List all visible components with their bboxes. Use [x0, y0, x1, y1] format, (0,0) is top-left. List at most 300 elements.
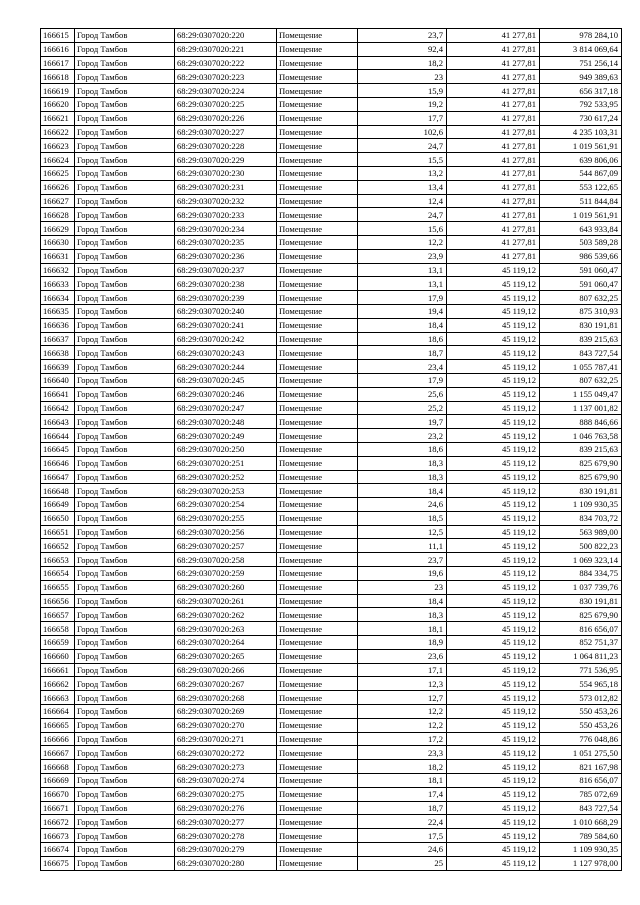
cadastral-number-cell: 68:29:0307020:245: [175, 373, 277, 387]
table-row: [41, 360, 622, 374]
row-number-cell: 166674: [41, 843, 75, 857]
table-row: [41, 401, 622, 415]
municipality-cell: Город Тамбов: [75, 484, 175, 498]
cadastral-number-cell: 68:29:0307020:227: [175, 125, 277, 139]
row-number-cell: 166625: [41, 166, 75, 180]
cadastral-number-cell: 68:29:0307020:232: [175, 194, 277, 208]
row-number-cell: 166644: [41, 429, 75, 443]
cadastral-value-cell: 978 284,10: [540, 29, 622, 43]
specific-value-cell: 41 277,81: [447, 56, 540, 70]
specific-value-cell: 45 119,12: [447, 787, 540, 801]
specific-value-cell: 45 119,12: [447, 580, 540, 594]
object-type-cell: Помещение: [277, 746, 358, 760]
area-cell: 19,2: [358, 97, 447, 111]
row-number-cell: 166665: [41, 718, 75, 732]
table-row: [41, 525, 622, 539]
area-cell: 12,2: [358, 705, 447, 719]
cadastral-number-cell: 68:29:0307020:225: [175, 97, 277, 111]
row-number-cell: 166648: [41, 484, 75, 498]
specific-value-cell: 45 119,12: [447, 663, 540, 677]
area-cell: 17,4: [358, 787, 447, 801]
municipality-cell: Город Тамбов: [75, 332, 175, 346]
municipality-cell: Город Тамбов: [75, 787, 175, 801]
cadastral-value-cell: 852 751,37: [540, 636, 622, 650]
row-number-cell: 166631: [41, 249, 75, 263]
area-cell: 18,4: [358, 594, 447, 608]
object-type-cell: Помещение: [277, 70, 358, 84]
table-row: [41, 111, 622, 125]
row-number-cell: 166668: [41, 760, 75, 774]
object-type-cell: Помещение: [277, 774, 358, 788]
municipality-cell: Город Тамбов: [75, 56, 175, 70]
specific-value-cell: 41 277,81: [447, 70, 540, 84]
municipality-cell: Город Тамбов: [75, 470, 175, 484]
municipality-cell: Город Тамбов: [75, 373, 175, 387]
cadastral-number-cell: 68:29:0307020:244: [175, 360, 277, 374]
specific-value-cell: 45 119,12: [447, 539, 540, 553]
table-row: [41, 677, 622, 691]
row-number-cell: 166615: [41, 29, 75, 43]
object-type-cell: Помещение: [277, 111, 358, 125]
area-cell: 13,1: [358, 263, 447, 277]
row-number-cell: 166634: [41, 291, 75, 305]
object-type-cell: Помещение: [277, 235, 358, 249]
area-cell: 23,2: [358, 429, 447, 443]
row-number-cell: 166667: [41, 746, 75, 760]
row-number-cell: 166656: [41, 594, 75, 608]
cadastral-number-cell: 68:29:0307020:220: [175, 29, 277, 43]
row-number-cell: 166663: [41, 691, 75, 705]
object-type-cell: Помещение: [277, 139, 358, 153]
object-type-cell: Помещение: [277, 815, 358, 829]
specific-value-cell: 45 119,12: [447, 677, 540, 691]
object-type-cell: Помещение: [277, 29, 358, 43]
municipality-cell: Город Тамбов: [75, 442, 175, 456]
object-type-cell: Помещение: [277, 484, 358, 498]
table-row: [41, 97, 622, 111]
row-number-cell: 166645: [41, 442, 75, 456]
table-row: [41, 42, 622, 56]
table-row: [41, 553, 622, 567]
municipality-cell: Город Тамбов: [75, 291, 175, 305]
table-row: [41, 415, 622, 429]
object-type-cell: Помещение: [277, 291, 358, 305]
table-row: [41, 442, 622, 456]
cadastral-number-cell: 68:29:0307020:271: [175, 732, 277, 746]
municipality-cell: Город Тамбов: [75, 580, 175, 594]
cadastral-value-cell: 816 656,07: [540, 622, 622, 636]
table-row: [41, 498, 622, 512]
cadastral-value-cell: 554 965,18: [540, 677, 622, 691]
cadastral-number-cell: 68:29:0307020:235: [175, 235, 277, 249]
row-number-cell: 166661: [41, 663, 75, 677]
specific-value-cell: 41 277,81: [447, 29, 540, 43]
cadastral-value-cell: 591 060,47: [540, 263, 622, 277]
table-row: [41, 705, 622, 719]
area-cell: 18,1: [358, 774, 447, 788]
table-row: [41, 56, 622, 70]
cadastral-value-cell: 573 012,82: [540, 691, 622, 705]
municipality-cell: Город Тамбов: [75, 429, 175, 443]
cadastral-number-cell: 68:29:0307020:229: [175, 153, 277, 167]
specific-value-cell: 45 119,12: [447, 829, 540, 843]
municipality-cell: Город Тамбов: [75, 277, 175, 291]
cadastral-value-cell: 1 069 323,14: [540, 553, 622, 567]
object-type-cell: Помещение: [277, 580, 358, 594]
cadastral-value-cell: 591 060,47: [540, 277, 622, 291]
municipality-cell: Город Тамбов: [75, 29, 175, 43]
object-type-cell: Помещение: [277, 97, 358, 111]
table-row: [41, 456, 622, 470]
area-cell: 23,6: [358, 649, 447, 663]
object-type-cell: Помещение: [277, 180, 358, 194]
object-type-cell: Помещение: [277, 525, 358, 539]
area-cell: 102,6: [358, 125, 447, 139]
table-row: [41, 774, 622, 788]
cadastral-number-cell: 68:29:0307020:253: [175, 484, 277, 498]
municipality-cell: Город Тамбов: [75, 235, 175, 249]
row-number-cell: 166617: [41, 56, 75, 70]
specific-value-cell: 45 119,12: [447, 608, 540, 622]
table-body: [41, 29, 622, 871]
object-type-cell: Помещение: [277, 387, 358, 401]
specific-value-cell: 41 277,81: [447, 235, 540, 249]
table-row: [41, 249, 622, 263]
cadastral-number-cell: 68:29:0307020:258: [175, 553, 277, 567]
specific-value-cell: 45 119,12: [447, 856, 540, 870]
object-type-cell: Помещение: [277, 553, 358, 567]
specific-value-cell: 45 119,12: [447, 553, 540, 567]
area-cell: 25: [358, 856, 447, 870]
cadastral-number-cell: 68:29:0307020:242: [175, 332, 277, 346]
table-row: [41, 608, 622, 622]
specific-value-cell: 45 119,12: [447, 525, 540, 539]
row-number-cell: 166624: [41, 153, 75, 167]
cadastral-number-cell: 68:29:0307020:222: [175, 56, 277, 70]
cadastral-value-cell: 884 334,75: [540, 567, 622, 581]
municipality-cell: Город Тамбов: [75, 801, 175, 815]
cadastral-number-cell: 68:29:0307020:228: [175, 139, 277, 153]
object-type-cell: Помещение: [277, 42, 358, 56]
specific-value-cell: 45 119,12: [447, 415, 540, 429]
cadastral-number-cell: 68:29:0307020:256: [175, 525, 277, 539]
cadastral-value-cell: 643 933,84: [540, 222, 622, 236]
specific-value-cell: 41 277,81: [447, 139, 540, 153]
municipality-cell: Город Тамбов: [75, 525, 175, 539]
municipality-cell: Город Тамбов: [75, 622, 175, 636]
specific-value-cell: 45 119,12: [447, 622, 540, 636]
table-row: [41, 649, 622, 663]
cadastral-number-cell: 68:29:0307020:246: [175, 387, 277, 401]
specific-value-cell: 45 119,12: [447, 373, 540, 387]
row-number-cell: 166675: [41, 856, 75, 870]
row-number-cell: 166670: [41, 787, 75, 801]
specific-value-cell: 45 119,12: [447, 263, 540, 277]
table-row: [41, 594, 622, 608]
area-cell: 18,7: [358, 801, 447, 815]
cadastral-value-cell: 986 539,66: [540, 249, 622, 263]
specific-value-cell: 45 119,12: [447, 484, 540, 498]
cadastral-value-cell: 776 048,86: [540, 732, 622, 746]
cadastral-value-cell: 888 846,66: [540, 415, 622, 429]
specific-value-cell: 45 119,12: [447, 815, 540, 829]
table-row: [41, 166, 622, 180]
cadastral-value-cell: 830 191,81: [540, 484, 622, 498]
table-row: [41, 429, 622, 443]
table-row: [41, 567, 622, 581]
table-row: [41, 222, 622, 236]
cadastral-value-cell: 550 453,26: [540, 718, 622, 732]
table-row: [41, 843, 622, 857]
municipality-cell: Город Тамбов: [75, 84, 175, 98]
specific-value-cell: 45 119,12: [447, 498, 540, 512]
table-row: [41, 304, 622, 318]
municipality-cell: Город Тамбов: [75, 222, 175, 236]
table-row: [41, 235, 622, 249]
area-cell: 17,7: [358, 111, 447, 125]
table-row: [41, 636, 622, 650]
row-number-cell: 166657: [41, 608, 75, 622]
municipality-cell: Город Тамбов: [75, 97, 175, 111]
municipality-cell: Город Тамбов: [75, 732, 175, 746]
object-type-cell: Помещение: [277, 760, 358, 774]
area-cell: 12,2: [358, 235, 447, 249]
area-cell: 25,2: [358, 401, 447, 415]
specific-value-cell: 41 277,81: [447, 222, 540, 236]
row-number-cell: 166658: [41, 622, 75, 636]
area-cell: 18,3: [358, 608, 447, 622]
object-type-cell: Помещение: [277, 677, 358, 691]
row-number-cell: 166666: [41, 732, 75, 746]
municipality-cell: Город Тамбов: [75, 304, 175, 318]
municipality-cell: Город Тамбов: [75, 139, 175, 153]
table-row: [41, 263, 622, 277]
table-row: [41, 70, 622, 84]
cadastral-number-cell: 68:29:0307020:243: [175, 346, 277, 360]
cadastral-value-cell: 821 167,98: [540, 760, 622, 774]
area-cell: 18,4: [358, 318, 447, 332]
row-number-cell: 166630: [41, 235, 75, 249]
cadastral-number-cell: 68:29:0307020:276: [175, 801, 277, 815]
municipality-cell: Город Тамбов: [75, 567, 175, 581]
row-number-cell: 166651: [41, 525, 75, 539]
municipality-cell: Город Тамбов: [75, 263, 175, 277]
cadastral-value-cell: 875 310,93: [540, 304, 622, 318]
cadastral-value-cell: 825 679,90: [540, 470, 622, 484]
table-row: [41, 829, 622, 843]
cadastral-number-cell: 68:29:0307020:263: [175, 622, 277, 636]
cadastral-number-cell: 68:29:0307020:273: [175, 760, 277, 774]
municipality-cell: Город Тамбов: [75, 608, 175, 622]
specific-value-cell: 45 119,12: [447, 291, 540, 305]
object-type-cell: Помещение: [277, 249, 358, 263]
cadastral-value-cell: 500 822,23: [540, 539, 622, 553]
cadastral-value-cell: 553 122,65: [540, 180, 622, 194]
table-row: [41, 760, 622, 774]
municipality-cell: Город Тамбов: [75, 401, 175, 415]
area-cell: 15,9: [358, 84, 447, 98]
municipality-cell: Город Тамбов: [75, 318, 175, 332]
cadastral-value-cell: 830 191,81: [540, 318, 622, 332]
table-row: [41, 484, 622, 498]
table-row: [41, 732, 622, 746]
object-type-cell: Помещение: [277, 691, 358, 705]
area-cell: 19,6: [358, 567, 447, 581]
municipality-cell: Город Тамбов: [75, 649, 175, 663]
table-row: [41, 470, 622, 484]
row-number-cell: 166635: [41, 304, 75, 318]
cadastral-value-cell: 544 867,09: [540, 166, 622, 180]
cadastral-number-cell: 68:29:0307020:236: [175, 249, 277, 263]
cadastral-number-cell: 68:29:0307020:272: [175, 746, 277, 760]
specific-value-cell: 45 119,12: [447, 760, 540, 774]
row-number-cell: 166642: [41, 401, 75, 415]
object-type-cell: Помещение: [277, 401, 358, 415]
specific-value-cell: 45 119,12: [447, 732, 540, 746]
area-cell: 15,6: [358, 222, 447, 236]
area-cell: 12,2: [358, 718, 447, 732]
cadastral-number-cell: 68:29:0307020:250: [175, 442, 277, 456]
row-number-cell: 166639: [41, 360, 75, 374]
cadastral-number-cell: 68:29:0307020:254: [175, 498, 277, 512]
row-number-cell: 166619: [41, 84, 75, 98]
municipality-cell: Город Тамбов: [75, 815, 175, 829]
specific-value-cell: 45 119,12: [447, 649, 540, 663]
cadastral-number-cell: 68:29:0307020:248: [175, 415, 277, 429]
cadastral-number-cell: 68:29:0307020:266: [175, 663, 277, 677]
table-row: [41, 718, 622, 732]
cadastral-number-cell: 68:29:0307020:224: [175, 84, 277, 98]
cadastral-number-cell: 68:29:0307020:268: [175, 691, 277, 705]
specific-value-cell: 45 119,12: [447, 594, 540, 608]
row-number-cell: 166623: [41, 139, 75, 153]
area-cell: 18,2: [358, 56, 447, 70]
cadastral-number-cell: 68:29:0307020:260: [175, 580, 277, 594]
municipality-cell: Город Тамбов: [75, 760, 175, 774]
cadastral-value-cell: 816 656,07: [540, 774, 622, 788]
cadastral-value-cell: 1 046 763,58: [540, 429, 622, 443]
specific-value-cell: 45 119,12: [447, 318, 540, 332]
table-row: [41, 387, 622, 401]
area-cell: 18,4: [358, 484, 447, 498]
object-type-cell: Помещение: [277, 125, 358, 139]
object-type-cell: Помещение: [277, 705, 358, 719]
cadastral-number-cell: 68:29:0307020:262: [175, 608, 277, 622]
table-row: [41, 277, 622, 291]
object-type-cell: Помещение: [277, 360, 358, 374]
area-cell: 11,1: [358, 539, 447, 553]
row-number-cell: 166664: [41, 705, 75, 719]
area-cell: 12,7: [358, 691, 447, 705]
cadastral-value-cell: 550 453,26: [540, 705, 622, 719]
object-type-cell: Помещение: [277, 84, 358, 98]
area-cell: 18,1: [358, 622, 447, 636]
cadastral-value-cell: 4 235 103,31: [540, 125, 622, 139]
cadastral-value-cell: 792 533,95: [540, 97, 622, 111]
specific-value-cell: 45 119,12: [447, 470, 540, 484]
row-number-cell: 166650: [41, 511, 75, 525]
specific-value-cell: 45 119,12: [447, 843, 540, 857]
municipality-cell: Город Тамбов: [75, 511, 175, 525]
municipality-cell: Город Тамбов: [75, 705, 175, 719]
table-row: [41, 801, 622, 815]
cadastral-number-cell: 68:29:0307020:251: [175, 456, 277, 470]
municipality-cell: Город Тамбов: [75, 746, 175, 760]
specific-value-cell: 45 119,12: [447, 718, 540, 732]
cadastral-value-cell: 1 109 930,35: [540, 843, 622, 857]
cadastral-number-cell: 68:29:0307020:233: [175, 208, 277, 222]
cadastral-value-cell: 834 703,72: [540, 511, 622, 525]
cadastral-value-cell: 1 019 561,91: [540, 208, 622, 222]
area-cell: 18,5: [358, 511, 447, 525]
row-number-cell: 166621: [41, 111, 75, 125]
area-cell: 24,7: [358, 139, 447, 153]
object-type-cell: Помещение: [277, 718, 358, 732]
area-cell: 23,7: [358, 553, 447, 567]
object-type-cell: Помещение: [277, 415, 358, 429]
specific-value-cell: 45 119,12: [447, 746, 540, 760]
specific-value-cell: 45 119,12: [447, 360, 540, 374]
area-cell: 92,4: [358, 42, 447, 56]
area-cell: 19,7: [358, 415, 447, 429]
area-cell: 23: [358, 70, 447, 84]
object-type-cell: Помещение: [277, 429, 358, 443]
row-number-cell: 166652: [41, 539, 75, 553]
object-type-cell: Помещение: [277, 470, 358, 484]
specific-value-cell: 41 277,81: [447, 97, 540, 111]
municipality-cell: Город Тамбов: [75, 774, 175, 788]
municipality-cell: Город Тамбов: [75, 456, 175, 470]
object-type-cell: Помещение: [277, 222, 358, 236]
specific-value-cell: 41 277,81: [447, 84, 540, 98]
cadastral-value-cell: 639 806,06: [540, 153, 622, 167]
municipality-cell: Город Тамбов: [75, 208, 175, 222]
area-cell: 12,4: [358, 194, 447, 208]
specific-value-cell: 45 119,12: [447, 691, 540, 705]
object-type-cell: Помещение: [277, 373, 358, 387]
cadastral-value-cell: 511 844,84: [540, 194, 622, 208]
table-row: [41, 194, 622, 208]
area-cell: 13,2: [358, 166, 447, 180]
object-type-cell: Помещение: [277, 608, 358, 622]
cadastral-number-cell: 68:29:0307020:255: [175, 511, 277, 525]
object-type-cell: Помещение: [277, 594, 358, 608]
object-type-cell: Помещение: [277, 829, 358, 843]
cadastral-value-cell: 825 679,90: [540, 608, 622, 622]
cadastral-number-cell: 68:29:0307020:269: [175, 705, 277, 719]
row-number-cell: 166672: [41, 815, 75, 829]
municipality-cell: Город Тамбов: [75, 125, 175, 139]
municipality-cell: Город Тамбов: [75, 42, 175, 56]
specific-value-cell: 45 119,12: [447, 636, 540, 650]
cadastral-number-cell: 68:29:0307020:241: [175, 318, 277, 332]
municipality-cell: Город Тамбов: [75, 829, 175, 843]
row-number-cell: 166620: [41, 97, 75, 111]
specific-value-cell: 45 119,12: [447, 387, 540, 401]
area-cell: 22,4: [358, 815, 447, 829]
municipality-cell: Город Тамбов: [75, 415, 175, 429]
object-type-cell: Помещение: [277, 801, 358, 815]
cadastral-number-cell: 68:29:0307020:267: [175, 677, 277, 691]
municipality-cell: Город Тамбов: [75, 594, 175, 608]
cadastral-value-cell: 1 010 668,29: [540, 815, 622, 829]
municipality-cell: Город Тамбов: [75, 249, 175, 263]
area-cell: 24,6: [358, 498, 447, 512]
specific-value-cell: 45 119,12: [447, 774, 540, 788]
object-type-cell: Помещение: [277, 263, 358, 277]
cadastral-value-cell: 789 584,60: [540, 829, 622, 843]
table-row: [41, 787, 622, 801]
